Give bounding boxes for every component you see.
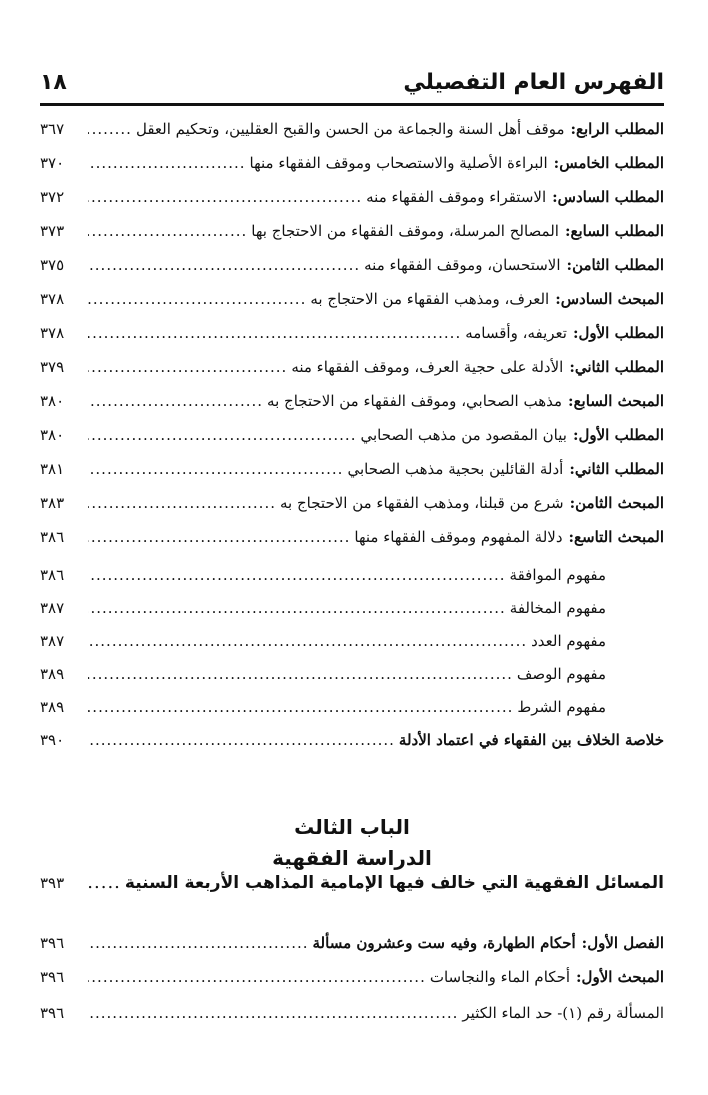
toc-entry[interactable]: المطلب السادس: الاستقراء وموقف الفقهاء منه ..... ٣٧٢ xyxy=(40,188,664,222)
page-number: ١٨ xyxy=(40,70,67,95)
toc-entry[interactable]: المطلب الرابع: موقف أهل السنة والجماعة من الحسن والقبح العقليين، وتحكيم العقل ..... ٣٦٧ xyxy=(40,120,664,154)
toc-entry[interactable]: المبحث الأول: أحكام الماء والنجاسات ..... ٣٩٦ xyxy=(40,968,664,1002)
toc-entry[interactable]: المطلب الثاني: أدلة القائلين بحجية مذهب الصحابي ..... ٣٨١ xyxy=(40,460,664,494)
toc-entry[interactable]: المطلب الأول: تعريفه، وأقسامه ..... ٣٧٨ xyxy=(40,324,664,358)
part-subtitle: الدراسة الفقهية xyxy=(272,846,432,870)
toc-entry[interactable]: مفهوم العدد ..... ٣٨٧ xyxy=(40,632,664,666)
toc-entry[interactable]: المسألة رقم (١)- حد الماء الكثير ..... ٣٩٦ xyxy=(40,1004,664,1038)
toc-entry[interactable]: المبحث التاسع: دلالة المفهوم وموقف الفقهاء منها ..... ٣٨٦ xyxy=(40,528,664,562)
toc-entry[interactable]: مفهوم المخالفة ..... ٣٨٧ xyxy=(40,599,664,633)
toc-entry[interactable]: مفهوم الشرط ..... ٣٨٩ xyxy=(40,698,664,732)
running-title: الفهرس العام التفصيلي xyxy=(403,70,664,95)
toc-entry[interactable]: المطلب الأول: بيان المقصود من مذهب الصحابي ..... ٣٨٠ xyxy=(40,426,664,460)
toc-entry[interactable]: المبحث السادس: العرف، ومذهب الفقهاء من الاحتجاج به ..... ٣٧٨ xyxy=(40,290,664,324)
header-rule xyxy=(40,103,664,106)
part-heading[interactable]: المسائل الفقهية التي خالف فيها الإمامية المذاهب الأربعة السنية ..... ٣٩٣ xyxy=(40,872,664,906)
toc-entry[interactable]: المبحث الثامن: شرع من قبلنا، ومذهب الفقهاء من الاحتجاج به ..... ٣٨٣ xyxy=(40,494,664,528)
toc-entry[interactable]: مفهوم الوصف ..... ٣٨٩ xyxy=(40,665,664,699)
toc-entry[interactable]: المطلب السابع: المصالح المرسلة، وموقف الفقهاء من الاحتجاج بها ..... ٣٧٣ xyxy=(40,222,664,256)
toc-entry[interactable]: المطلب الخامس: البراءة الأصلية والاستصحاب وموقف الفقهاء منها ..... ٣٧٠ xyxy=(40,154,664,188)
toc-entry[interactable]: الفصل الأول: أحكام الطهارة، وفيه ست وعشرون مسألة ..... ٣٩٦ xyxy=(40,934,664,968)
toc-entry[interactable]: خلاصة الخلاف بين الفقهاء في اعتماد الأدلة ..... ٣٩٠ xyxy=(40,731,664,765)
toc-entry[interactable]: المبحث السابع: مذهب الصحابي، وموقف الفقهاء من الاحتجاج به ..... ٣٨٠ xyxy=(40,392,664,426)
toc-entry[interactable]: المطلب الثامن: الاستحسان، وموقف الفقهاء منه ..... ٣٧٥ xyxy=(40,256,664,290)
part-name: الباب الثالث xyxy=(294,815,410,839)
toc-entry[interactable]: مفهوم الموافقة ..... ٣٨٦ xyxy=(40,566,664,600)
page-header xyxy=(40,62,664,102)
toc-entry[interactable]: المطلب الثاني: الأدلة على حجية العرف، وموقف الفقهاء منه ..... ٣٧٩ xyxy=(40,358,664,392)
